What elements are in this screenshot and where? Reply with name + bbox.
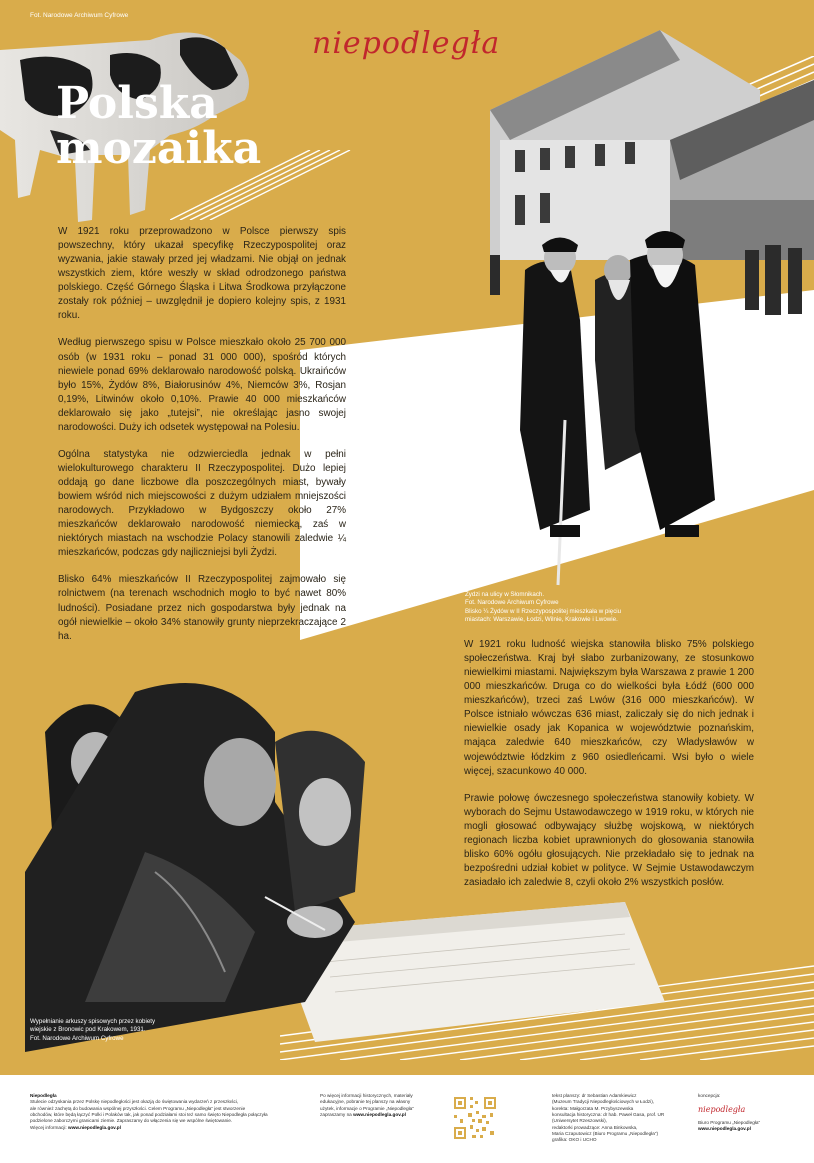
footer-credit-line: redaktorki prowadzące: Anna Binkowska, xyxy=(552,1124,638,1130)
caption-town-photo xyxy=(465,591,665,624)
paragraph-women: Prawie połowę ówczesnego społeczeństwa stanowiły kobiety. W wyborach do Sejmu Ustawodawczego w 1919 roku, w których nie mogli głosować odbywający służbę wojskową, w niektórych regionach liczba kobiet uprawnionych do głosowania stanowiła blisko 60% ogółu głosujących. Nie przekładało się to jednak na bezpośredni udział kobiet w polityce. W Sejmie Ustawodawczym zasiadało ich zaledwie 8, czyli około 2% wszystkich posłów. xyxy=(464,792,754,888)
footer xyxy=(0,1075,814,1163)
town-street-photo xyxy=(470,30,814,590)
caption-census-photo xyxy=(30,1018,230,1043)
qr-code-icon[interactable] xyxy=(452,1095,498,1141)
page-title xyxy=(56,78,316,174)
footer-info-more xyxy=(320,1112,450,1118)
footer-website-link[interactable]: www.niepodlegla.gov.pl xyxy=(68,1124,121,1130)
caption-census-line-2: wiejskie z Bronowic pod Krakowem, 1931. xyxy=(30,1026,146,1034)
caption-town-line-4: miastach: Warszawie, Łodzi, Wilnie, Krakowie i Lwowie. xyxy=(465,616,618,624)
caption-census-line-3: Fot. Narodowe Archiwum Cyfrowe xyxy=(30,1034,124,1042)
footer-logo xyxy=(698,1105,808,1116)
footer-about-line: ale również zachętą do budowania wspólnej przyszłości. Celem Programu „Niepodległa” jest stworzenie xyxy=(30,1105,246,1111)
footer-info-line: użytek, informacje o Programie „Niepodległa” xyxy=(320,1105,414,1111)
caption-census-line-1: Wypełnianie arkuszy spisowych przez kobiety xyxy=(30,1018,156,1025)
column-right-text xyxy=(464,638,754,903)
footer-more-label: Więcej informacji: xyxy=(30,1124,67,1130)
footer-concept xyxy=(698,1093,808,1133)
footer-info-line: edukacyjne, pobranie tej planszy na własny xyxy=(320,1099,411,1105)
footer-credit-line: Maria Czaputowicz (Biuro Programu „Niepodległa”) xyxy=(552,1131,659,1137)
title-line-1: Polska xyxy=(56,78,218,129)
footer-about-more xyxy=(30,1125,300,1131)
footer-about-line: Stulecie odzyskania przez Polskę niepodległości jest okazją do świętowania wydarzeń z przeszłości, xyxy=(30,1099,239,1105)
niepodlegla-logo: niepodległa xyxy=(312,26,501,61)
paragraph-census-1921: W 1921 roku przeprowadzono w Polsce pierwszy spis powszechny, który ukazał specyfikę Rzeczypospolitej oraz wyzwania, jakie stawały przed jej władzami. Nie objął on jednak wszystkich ziem, które weszły w skład odrodzonego państwa polskiego. Część Górnego Śląska i Litwa Środkowa przyłączone zostały rok później – uwzględnił je dopiero kolejny spis, z 1931 roku. xyxy=(58,226,346,322)
paragraph-population: Według pierwszego spisu w Polsce mieszkało około 25 700 000 osób (w 1931 roku – ponad 31 000 000), spośród których niewiele ponad 69% deklarowało narodowość polską. Ukraińców było 15%, Żydów 8%, Białorusinów 4%, Niemców 3%, Rosjan 0,19%, Litwinów około 0,10%. Prawie 40 000 mieszkańców deklarowało się jako „tutejsi”, nie określając jasno swojej narodowości. Duży ich odsetek występował na Polesiu. xyxy=(58,337,346,433)
caption-town-line-3: Blisko ¼ Żydów w II Rzeczypospolitej mieszkała w pięciu xyxy=(465,607,622,615)
footer-info-link[interactable]: www.niepodlegla.gov.pl xyxy=(353,1112,406,1118)
footer-concept-link[interactable]: www.niepodlegla.gov.pl xyxy=(698,1126,751,1132)
footer-concept-office: Biuro Programu „Niepodległa” xyxy=(698,1120,761,1126)
caption-town-line-1: Żydzi na ulicy w Słomnikach. xyxy=(465,591,545,598)
footer-credit-line: korekta: Małgorzata M. Przybyszewska xyxy=(552,1105,634,1111)
footer-about xyxy=(30,1093,300,1131)
photo-credit-top: Fot. Narodowe Archiwum Cyfrowe xyxy=(30,12,129,19)
footer-credit-line: konsultacja historyczna: dr hab. Paweł Gasa, prof. UR xyxy=(552,1112,665,1118)
caption-town-line-2: Fot. Narodowe Archiwum Cyfrowe xyxy=(465,599,559,607)
column-left-text xyxy=(58,225,346,657)
paragraph-agriculture: Blisko 64% mieszkańców II Rzeczypospolitej zajmowało się rolnictwem (na terenach wschodnich mogło to być nawet 80% ludności). Posiadane przez nich gospodarstwa były jednak na ogół niewielkie – około 34% stanowiły grunty nieprzekraczające 2 ha. xyxy=(58,574,346,642)
title-line-2: mozaika xyxy=(56,122,262,174)
footer-credit-line: (Uniwersytet Rzeszowski), xyxy=(552,1118,607,1124)
footer-credit-line: grafika: OKO i UCHO xyxy=(552,1137,597,1143)
footer-about-line: obchodów, które będą łączyć Polki i Polaków tak, jak ponad podziałami stoi też samo święto Niepodległa połączyła xyxy=(30,1112,268,1118)
paragraph-multicultural: Ogólna statystyka nie odzwierciedla jednak w pełni wielokulturowego charakteru II Rzeczypospolitej. Dużo lepiej oddają go dane liczbowe dla poszczególnych miast, bywały bowiem wśród nich miejscowości z dużym udziałem mniejszości narodowych. Przykładowo w Bydgoszczy około 27% mieszkańców deklarowało narodowość niemiecką, zaś w niektórych miastach na wschodzie Polacy stanowili zaledwie ¼ mieszkańców, podczas gdy najliczniejsi byli Żydzi. xyxy=(58,448,346,559)
footer-credits xyxy=(552,1093,692,1144)
footer-credit-line: tekst planszy: dr Sebastian Adamkiewicz xyxy=(552,1093,637,1098)
footer-credit-line: (Muzeum Tradycji Niepodległościowych w Łodzi), xyxy=(552,1099,655,1105)
footer-info-line: zapraszamy na xyxy=(320,1112,352,1118)
footer-about-line: podzielone zaborczymi granicami ziemie. Zapraszamy do włączenia się we wspólne świętowanie. xyxy=(30,1118,233,1124)
footer-info xyxy=(320,1093,450,1118)
footer-about-title: Niepodległa xyxy=(30,1093,57,1098)
footer-concept-title: koncepcja: xyxy=(698,1093,721,1098)
paragraph-rural-population: W 1921 roku ludność wiejska stanowiła blisko 75% polskiego społeczeństwa. Kraj był słabo zurbanizowany, ze stosunkowo niewielkimi miastami. Największym była Warszawa z prawie 1 200 000 mieszkańców. Druga co do wielkości była Łódź (600 000 mieszkańców), trzeci zaś Lwów (316 000 mieszkańców). W Polsce istniało wówczas 636 miast, zaliczały się do nich jednak i niewielkie osady jak Kopanica w województwie poznańskim, mająca zaledwie 640 mieszkańców, czy Władysławów w województwie łódzkim z 960 osiedleńcami. Wsi było o wiele więcej, szacunkowo 40 000. xyxy=(464,639,754,777)
footer-logo-text: niepodległa xyxy=(698,1105,746,1115)
footer-info-line: Po więcej informacji historycznych, materiały xyxy=(320,1093,413,1098)
